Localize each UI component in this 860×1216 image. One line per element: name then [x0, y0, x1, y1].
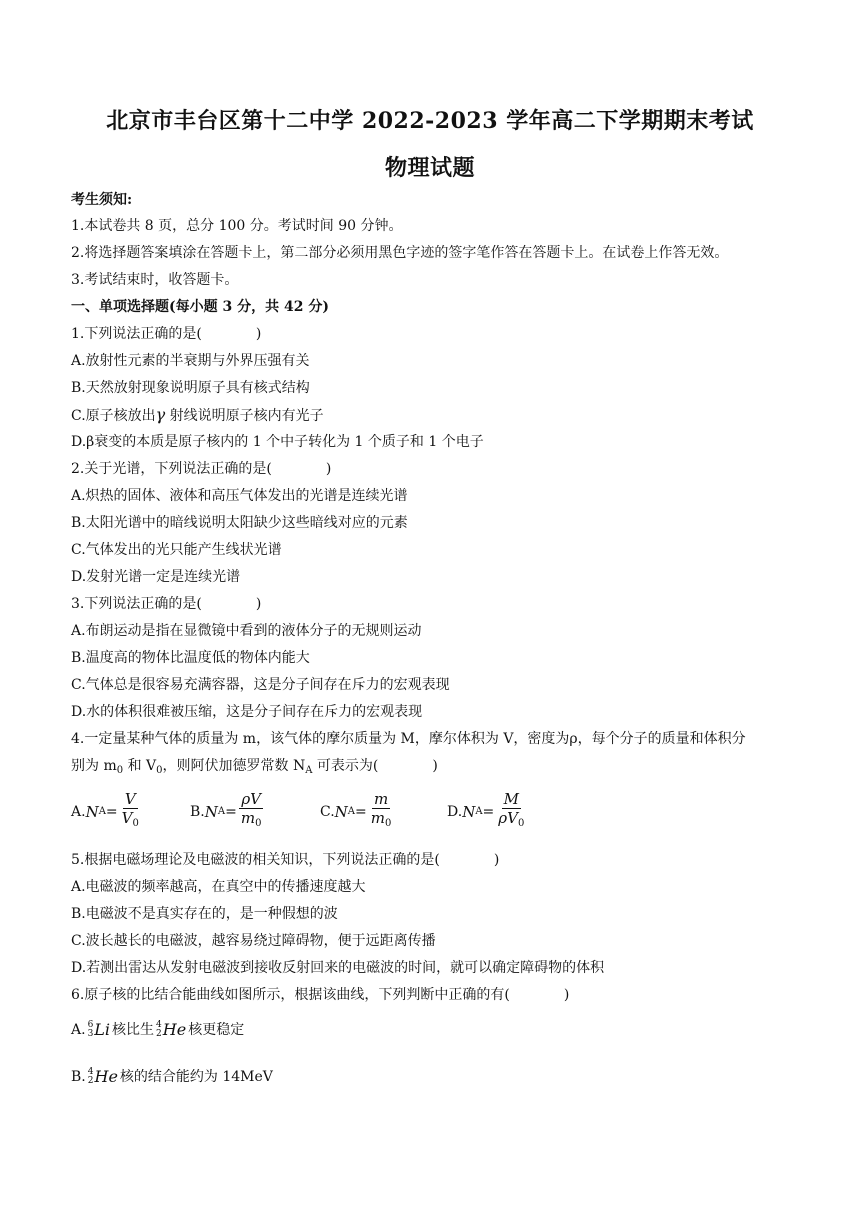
fraction: $\frac{\rho V}{m_0}$ [240, 790, 262, 829]
notice-item-3: 3.考试结束时，收答题卡。 [71, 272, 239, 288]
question-3-option-b: B.温度高的物体比温度低的物体内能大 [71, 650, 310, 666]
question-6-stem: 6.原子核的比结合能曲线如图所示，根据该曲线，下列判断中正确的有( ) [71, 987, 570, 1003]
question-3-option-d: D.水的体积很难被压缩，这是分子间存在斥力的宏观表现 [71, 704, 423, 720]
question-4-option-c: C. N A = $\frac{m}{m_0}$ [320, 790, 395, 833]
fraction: $\frac{m}{m_0}$ [370, 790, 392, 829]
question-1-option-d: D.β衰变的本质是原子核内的 1 个中子转化为 1 个质子和 1 个电子 [71, 434, 484, 450]
notice-item-1: 1.本试卷共 8 页，总分 100 分。考试时间 90 分钟。 [71, 218, 403, 234]
question-3-option-a: A.布朗运动是指在显微镜中看到的液体分子的无规则运动 [71, 623, 422, 639]
question-1-option-c: C.原子核放出γ 射线说明原子核内有光子 [71, 405, 324, 424]
question-3-option-c: C.气体总是很容易充满容器，这是分子间存在斥力的宏观表现 [71, 677, 450, 693]
lithium-6-nuclide: 6 3 Li [87, 1020, 111, 1039]
question-5-option-d: D.若测出雷达从发射电磁波到接收反射回来的电磁波的时间，就可以确定障碍物的体积 [71, 960, 605, 976]
question-5-option-b: B.电磁波不是真实存在的，是一种假想的波 [71, 906, 338, 922]
question-1-option-b: B.天然放射现象说明原子具有核式结构 [71, 380, 310, 396]
fraction: $\frac{M}{\rho V_0}$ [498, 790, 525, 829]
question-4-option-d: D. N A = $\frac{M}{\rho V_0}$ [447, 790, 528, 833]
notice-item-2: 2.将选择题答案填涂在答题卡上，第二部分必须用黑色字迹的签字笔作答在答题卡上。在试卷上作答无效。 [71, 245, 729, 261]
fraction: $\frac{V}{V_0}$ [121, 790, 139, 829]
helium-4-nuclide: 4 2 He [156, 1020, 187, 1039]
question-1-stem: 1.下列说法正确的是( ) [71, 326, 262, 342]
question-2-option-c: C.气体发出的光只能产生线状光谱 [71, 542, 282, 558]
question-1-option-a: A.放射性元素的半衰期与外界压强有关 [71, 353, 310, 369]
exam-title: 北京市丰台区第十二中学 2022-2023 学年高二下学期期末考试 [106, 108, 754, 134]
question-5-stem: 5.根据电磁场理论及电磁波的相关知识，下列说法正确的是( ) [71, 852, 500, 868]
question-4-option-b: B. N A = $\frac{\rho V}{m_0}$ [190, 790, 265, 833]
question-5-option-c: C.波长越长的电磁波，越容易绕过障碍物，便于远距离传播 [71, 933, 436, 949]
question-4-stem-line-2: 别为 $m_0$ 和 $V_0$，则阿伏加德罗常数 $N_A$ 可表示为( ) [71, 758, 438, 776]
question-2-stem: 2.关于光谱，下列说法正确的是( ) [71, 461, 332, 477]
question-2-option-a: A.炽热的固体、液体和高压气体发出的光谱是连续光谱 [71, 488, 408, 504]
question-6-option-a: A. 6 3 Li 核比生 4 2 He 核更稳定 [71, 1020, 245, 1039]
exam-subtitle: 物理试题 [384, 155, 475, 181]
question-2-option-d: D.发射光谱一定是连续光谱 [71, 569, 241, 585]
question-6-option-b: B. 4 2 He 核的结合能约为 14MeV [71, 1067, 273, 1086]
question-2-option-b: B.太阳光谱中的暗线说明太阳缺少这些暗线对应的元素 [71, 515, 408, 531]
question-3-stem: 3.下列说法正确的是( ) [71, 596, 262, 612]
question-4-stem-line-1: 4.一定量某种气体的质量为 m，该气体的摩尔质量为 M，摩尔体积为 V，密度为ρ，每个分子的质量和体积分 [71, 731, 746, 747]
question-4-option-a: A. N A = $\frac{V}{V_0}$ [71, 790, 143, 833]
helium-4-nuclide: 4 2 He [87, 1067, 118, 1086]
notice-heading: 考生须知: [71, 192, 133, 208]
section-heading: 一、单项选择题(每小题 3 分，共 42 分) [71, 299, 329, 315]
question-5-option-a: A.电磁波的频率越高，在真空中的传播速度越大 [71, 879, 366, 895]
